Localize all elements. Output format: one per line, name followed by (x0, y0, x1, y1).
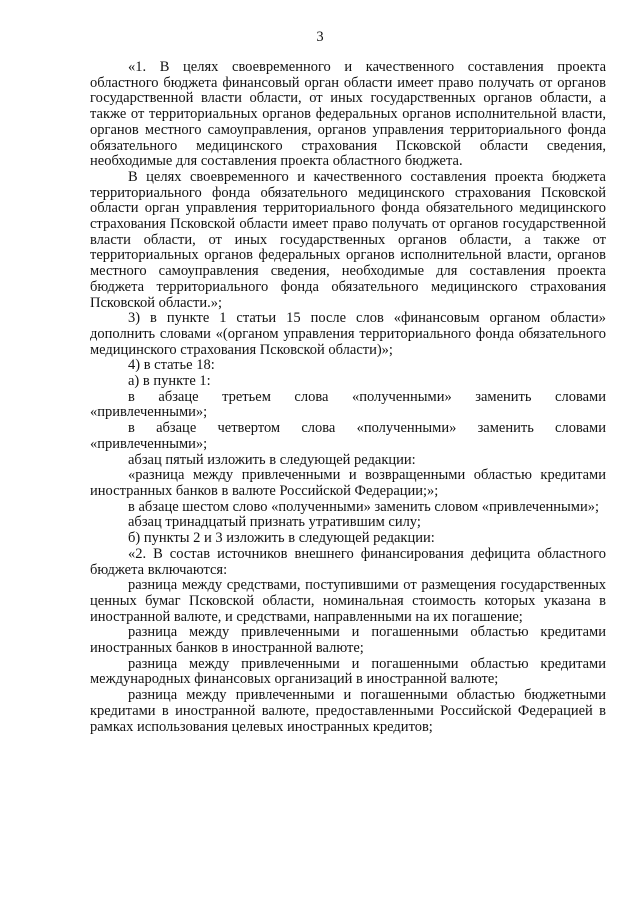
paragraph: в абзаце четвертом слова «полученными» заменить словами «привлеченными»; (90, 420, 606, 452)
paragraph: в абзаце третьем слова «полученными» заменить словами «привлеченными»; (90, 388, 606, 421)
paragraph: абзац пятый изложить в следующей редакции: (128, 451, 416, 468)
paragraph: «разница между привлеченными и возвращенными областью кредитами иностранных банков в валюте Российской Федерации;»; (90, 467, 606, 499)
paragraph: абзац тринадцатый признать утратившим силу; (128, 514, 421, 531)
paragraph: «1. В целях своевременного и качественного составления проекта областного бюджета финансовый орган области имеет право получать от органов государственной власти области, от иных государственных органов области, а также от территориальных органов федеральных органов исполнительной власти, органов местного самоуправления, органов управления территориального фонда обязательного медицинского страхования Псковской области сведения, необходимые для составления проекта областного бюджета. (90, 59, 606, 170)
paragraph: разница между привлеченными и погашенными областью кредитами иностранных банков в иностранной валюте; (90, 624, 606, 657)
paragraph: разница между привлеченными и погашенными областью кредитами международных финансовых организаций в иностранной валюте; (90, 655, 606, 688)
paragraph: 3) в пункте 1 статьи 15 после слов «финансовым органом области» дополнить словами «(органом управления территориального фонда обязательного медицинского страхования Псковской области)»; (90, 310, 606, 358)
paragraph: В целях своевременного и качественного составления проекта бюджета территориального фонда обязательного медицинского страхования Псковской области орган управления территориального фонда обязательного медицинского страхования Псковской области имеет право получать от органов государственной власти области, от иных государственных органов области, а также от территориальных органов федеральных органов исполнительной власти, органов местного самоуправления сведения, необходимые для составления проекта бюджета территориального фонда обязательного медицинского страхования Псковской области.»; (90, 168, 606, 311)
paragraph: разница между средствами, поступившими от размещения государственных ценных бумаг Псковской области, номинальная стоимость которых указана в иностранной валюте, и средствами, направленными на их погашение; (90, 577, 606, 625)
paragraph: в абзаце шестом слово «полученными» заменить словом «привлеченными»; (128, 498, 599, 515)
document-body (90, 60, 606, 735)
paragraph: б) пункты 2 и 3 изложить в следующей редакции: (128, 530, 435, 547)
paragraph: разница между привлеченными и погашенными областью бюджетными кредитами в иностранной валюте, предоставленными Российской Федерацией в рамках использования целевых иностранных кредитов; (90, 687, 606, 735)
paragraph: а) в пункте 1: (128, 373, 211, 390)
paragraph: «2. В состав источников внешнего финансирования дефицита областного бюджета включаются: (90, 545, 606, 578)
page-number: 3 (316, 29, 324, 45)
paragraph: 4) в статье 18: (128, 357, 215, 374)
